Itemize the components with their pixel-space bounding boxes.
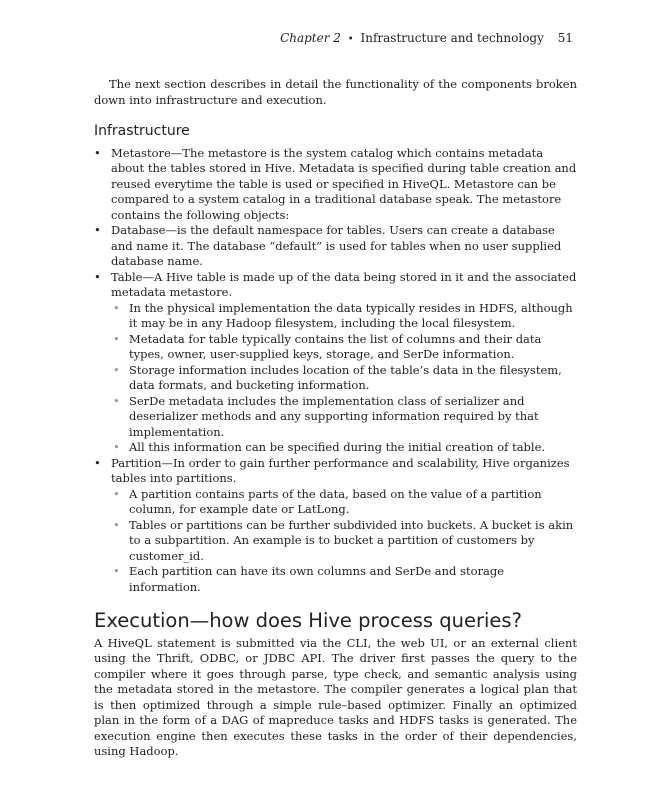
sub-list-item: • Each partition can have its own columns and SerDe and storage information. xyxy=(111,564,577,595)
list-item-text: Table—A Hive table is made up of the data being stored in it and the associated metadata metastore. xyxy=(111,269,577,299)
list-item-partition xyxy=(94,456,577,596)
chapter-label: Chapter 2 xyxy=(280,31,341,45)
list-item-database xyxy=(94,223,577,270)
list-item-text: Partition—In order to gain further performance and scalability, Hive organizes tables into partitions. xyxy=(111,455,570,485)
table-sublist xyxy=(111,301,577,456)
running-header xyxy=(280,31,573,45)
sub-list-item: • Metadata for table typically contains the list of columns and their data types, owner, user-supplied keys, storage, and SerDe information. xyxy=(111,332,577,363)
infrastructure-list xyxy=(94,146,577,596)
list-item-table xyxy=(94,270,577,456)
infrastructure-heading: Infrastructure xyxy=(94,123,190,139)
list-item-text: Database—is the default namespace for tables. Users can create a database and name it. The database “default” is used for tables when no user supplied database name. xyxy=(111,223,562,268)
partition-sublist xyxy=(111,487,577,596)
chapter-title: Infrastructure and technology xyxy=(360,31,544,45)
sub-list-item: • SerDe metadata includes the implementation class of serializer and deserializer methods and any supporting information required by that implementation. xyxy=(111,394,577,441)
list-item-metastore xyxy=(94,146,577,224)
list-item-text: Metastore—The metastore is the system catalog which contains metadata about the tables stored in Hive. Metadata is specified during table creation and reused everytime the table is used or specified in HiveQL. Metastore can be compared to a system catalog in a traditional database speak. The metastore contains the following objects: xyxy=(111,145,577,222)
sub-list-item: • Storage information includes location of the table’s data in the filesystem, data formats, and bucketing information. xyxy=(111,363,577,394)
sub-list-item: • Tables or partitions can be further subdivided into buckets. A bucket is akin to a subpartition. An example is to bucket a partition of customers by customer_id. xyxy=(111,518,577,565)
execution-heading: Execution—how does Hive process queries? xyxy=(94,609,522,632)
execution-paragraph: A HiveQL statement is submitted via the CLI, the web UI, or an external client using the Thrift, ODBC, or JDBC API. The driver first passes the query to the compiler where it goes through parse, type check, and semantic analysis using the metadata stored in the metastore. The compiler generates a logical plan that is then optimized through a simple rule–based optimizer. Finally an optimized plan in the form of a DAG of mapreduce tasks and HDFS tasks is generated. The execution engine then executes these tasks in the order of their dependencies, using Hadoop. xyxy=(94,635,577,758)
intro-paragraph: The next section describes in detail the functionality of the components broken down into infrastructure and execution. xyxy=(94,77,577,107)
sub-list-item: • A partition contains parts of the data, based on the value of a partition column, for example date or LatLong. xyxy=(111,487,577,518)
page-number: 51 xyxy=(557,31,573,45)
header-separator: • xyxy=(347,34,354,45)
sub-list-item: • All this information can be specified during the initial creation of table. xyxy=(111,440,577,456)
page-body xyxy=(94,77,577,760)
sub-list-item: • In the physical implementation the data typically resides in HDFS, although it may be in any Hadoop filesystem, including the local filesystem. xyxy=(111,301,577,332)
